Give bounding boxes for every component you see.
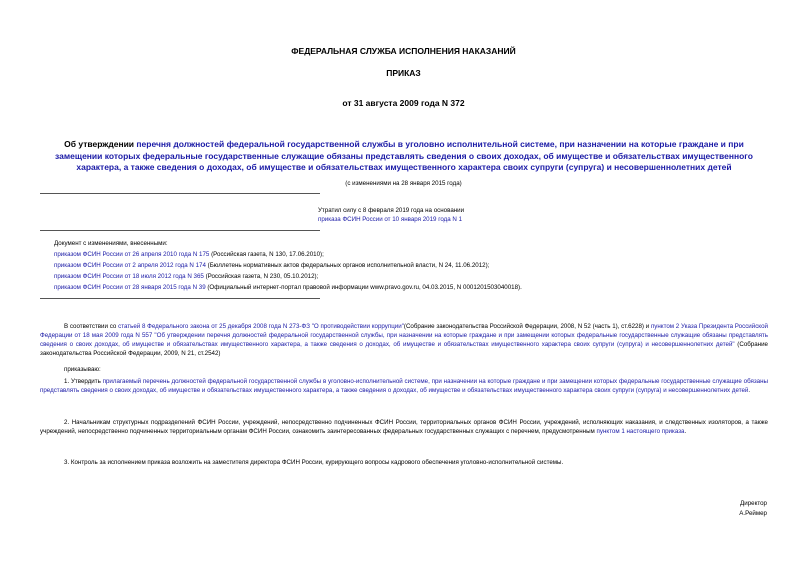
preamble-paragraph: В соответствии со статьей 8 Федерального закона от 25 декабря 2008 года N 273-ФЗ "О противодействии коррупции"(Собрание законодательства Российской Федерации, 2008, N 52 (часть 1), ст.6228) и пунктом 2 Указа Президента Российской Федерации от 18 мая 2009 года N 557 "Об утверждении перечня должностей федеральной государственной службы, при назначении на которые граждане и при замещении которых федеральные государственные служащие обязаны представлять сведения о своих доходах, об имуществе и обязательствах имущественного характера, а также сведения о доходах, об имуществе и обязательствах имущественного характера своих супруги (супруга) и несовершеннолетних детей" (Собрание законодательства Российской Федерации, 2009, N 21, ст.2542)	[40, 323, 768, 358]
divider	[40, 193, 320, 194]
list-item: приказом ФСИН России от 26 апреля 2010 года N 175 (Российская газета, N 130, 17.06.2010);	[54, 251, 324, 258]
expired-text: Утратил силу с 8 февраля 2019 года на основании	[318, 207, 465, 214]
document-type: ПРИКАЗ	[386, 68, 421, 78]
decree-link[interactable]: пунктом 2 Указа Президента Российской Федерации от 18 мая 2009 года N 557 "Об утверждении перечня должностей федеральной государственной службы, при назначении на которые граждане и при замещении которых федеральные государственные служащие обязаны представлять сведения о своих доходах, об имуществе и обязательствах имущественного характера, а также сведения о доходах, об имуществе и обязательствах имущественного характера своих супруги (супруга) и несовершеннолетних детей"	[40, 323, 768, 349]
law-link[interactable]: статьей 8 Федерального закона от 25 декабря 2008 года N 273-ФЗ "О противодействии коррупции"	[118, 323, 404, 330]
signature-title: Директор	[740, 500, 767, 507]
agency-name: ФЕДЕРАЛЬНАЯ СЛУЖБА ИСПОЛНЕНИЯ НАКАЗАНИЙ	[291, 46, 516, 56]
expired-link[interactable]: приказа ФСИН России от 10 января 2019 года N 1	[318, 216, 463, 223]
order-word: приказываю:	[64, 366, 101, 373]
changes-intro: Документ с изменениями, внесенными:	[54, 240, 168, 247]
item-3-paragraph: 3. Контроль за исполнением приказа возложить на заместителя директора ФСИН России, курирующего вопросы кадрового обеспечения уголовно-исполнительной системы.	[64, 459, 564, 466]
divider	[40, 230, 320, 231]
list-appendix-link[interactable]: прилагаемый перечень должностей федеральной государственной службы в уголовно-исполнительной системе, при назначении на которые граждане и при замещении которых федеральные государственные служащие обязаны представлять сведения о своих доходах, об имуществе и обязательствах имущественного характера, а также сведения о доходах, об имуществе и обязательствах имущественного характера своих супруги (супруга) и несовершеннолетних детей	[40, 378, 768, 395]
change-link[interactable]: приказом ФСИН России от 28 января 2015 года N 39	[54, 284, 206, 291]
divider	[40, 298, 320, 299]
change-link[interactable]: приказом ФСИН России от 2 апреля 2012 года N 174	[54, 262, 206, 269]
item-1-link[interactable]: пунктом 1 настоящего приказа	[596, 428, 685, 436]
document-date-number: от 31 августа 2009 года N 372	[342, 98, 465, 108]
change-link[interactable]: приказом ФСИН России от 26 апреля 2010 года N 175	[54, 251, 210, 258]
changes-list	[54, 238, 522, 293]
subject-prefix: Об утверждении	[64, 139, 137, 149]
change-link[interactable]: приказом ФСИН России от 18 июля 2012 года N 365	[54, 273, 204, 280]
item-1-paragraph: 1. Утвердить прилагаемый перечень должностей федеральной государственной службы в уголовно-исполнительной системе, при назначении на которые граждане и при замещении которых федеральные государственные служащие обязаны представлять сведения о своих доходах, об имуществе и обязательствах имущественного характера, а также сведения о доходах, об имуществе и обязательствах имущественного характера своих супруги (супруга) и несовершеннолетних детей.	[40, 378, 768, 395]
subject-link[interactable]: перечня должностей федеральной государственной службы в уголовно исполнительной системе, при назначении на которые граждане и при замещении которых федеральные государственные служащие обязаны представлять сведения о своих доходах, об имуществе и обязательствах имущественного характера, а также сведения о доходах, об имуществе и обязательствах имущественного характера своих супруги (супруга) и несовершеннолетних детей	[55, 139, 753, 173]
document-subject	[40, 139, 768, 174]
list-item: приказом ФСИН России от 2 апреля 2012 года N 174 (Бюллетень нормативных актов федеральных органов исполнительной власти, N 24, 11.06.2012);	[54, 262, 490, 269]
list-item: приказом ФСИН России от 28 января 2015 года N 39 (Официальный интернет-портал правовой информации www.pravo.gov.ru, 04.03.2015, N 0001201503040018).	[54, 284, 522, 291]
item-2-paragraph: 2. Начальникам структурных подразделений ФСИН России, учреждений, непосредственно подчиненных ФСИН России, территориальных органов ФСИН России, учреждений, исполняющих наказания, и следственных изоляторов, а также учреждений, непосредственно подчиненных территориальным органам ФСИН России, ознакомить заинтересованных федеральных государственных служащих с перечнем, предусмотренным пунктом 1 настоящего приказа.	[40, 419, 768, 436]
expired-notice	[318, 206, 464, 224]
amended-note: (с изменениями на 28 января 2015 года)	[345, 180, 462, 187]
signature-name: А.Реймер	[739, 510, 767, 517]
list-item: приказом ФСИН России от 18 июля 2012 года N 365 (Российская газета, N 230, 05.10.2012);	[54, 273, 319, 280]
